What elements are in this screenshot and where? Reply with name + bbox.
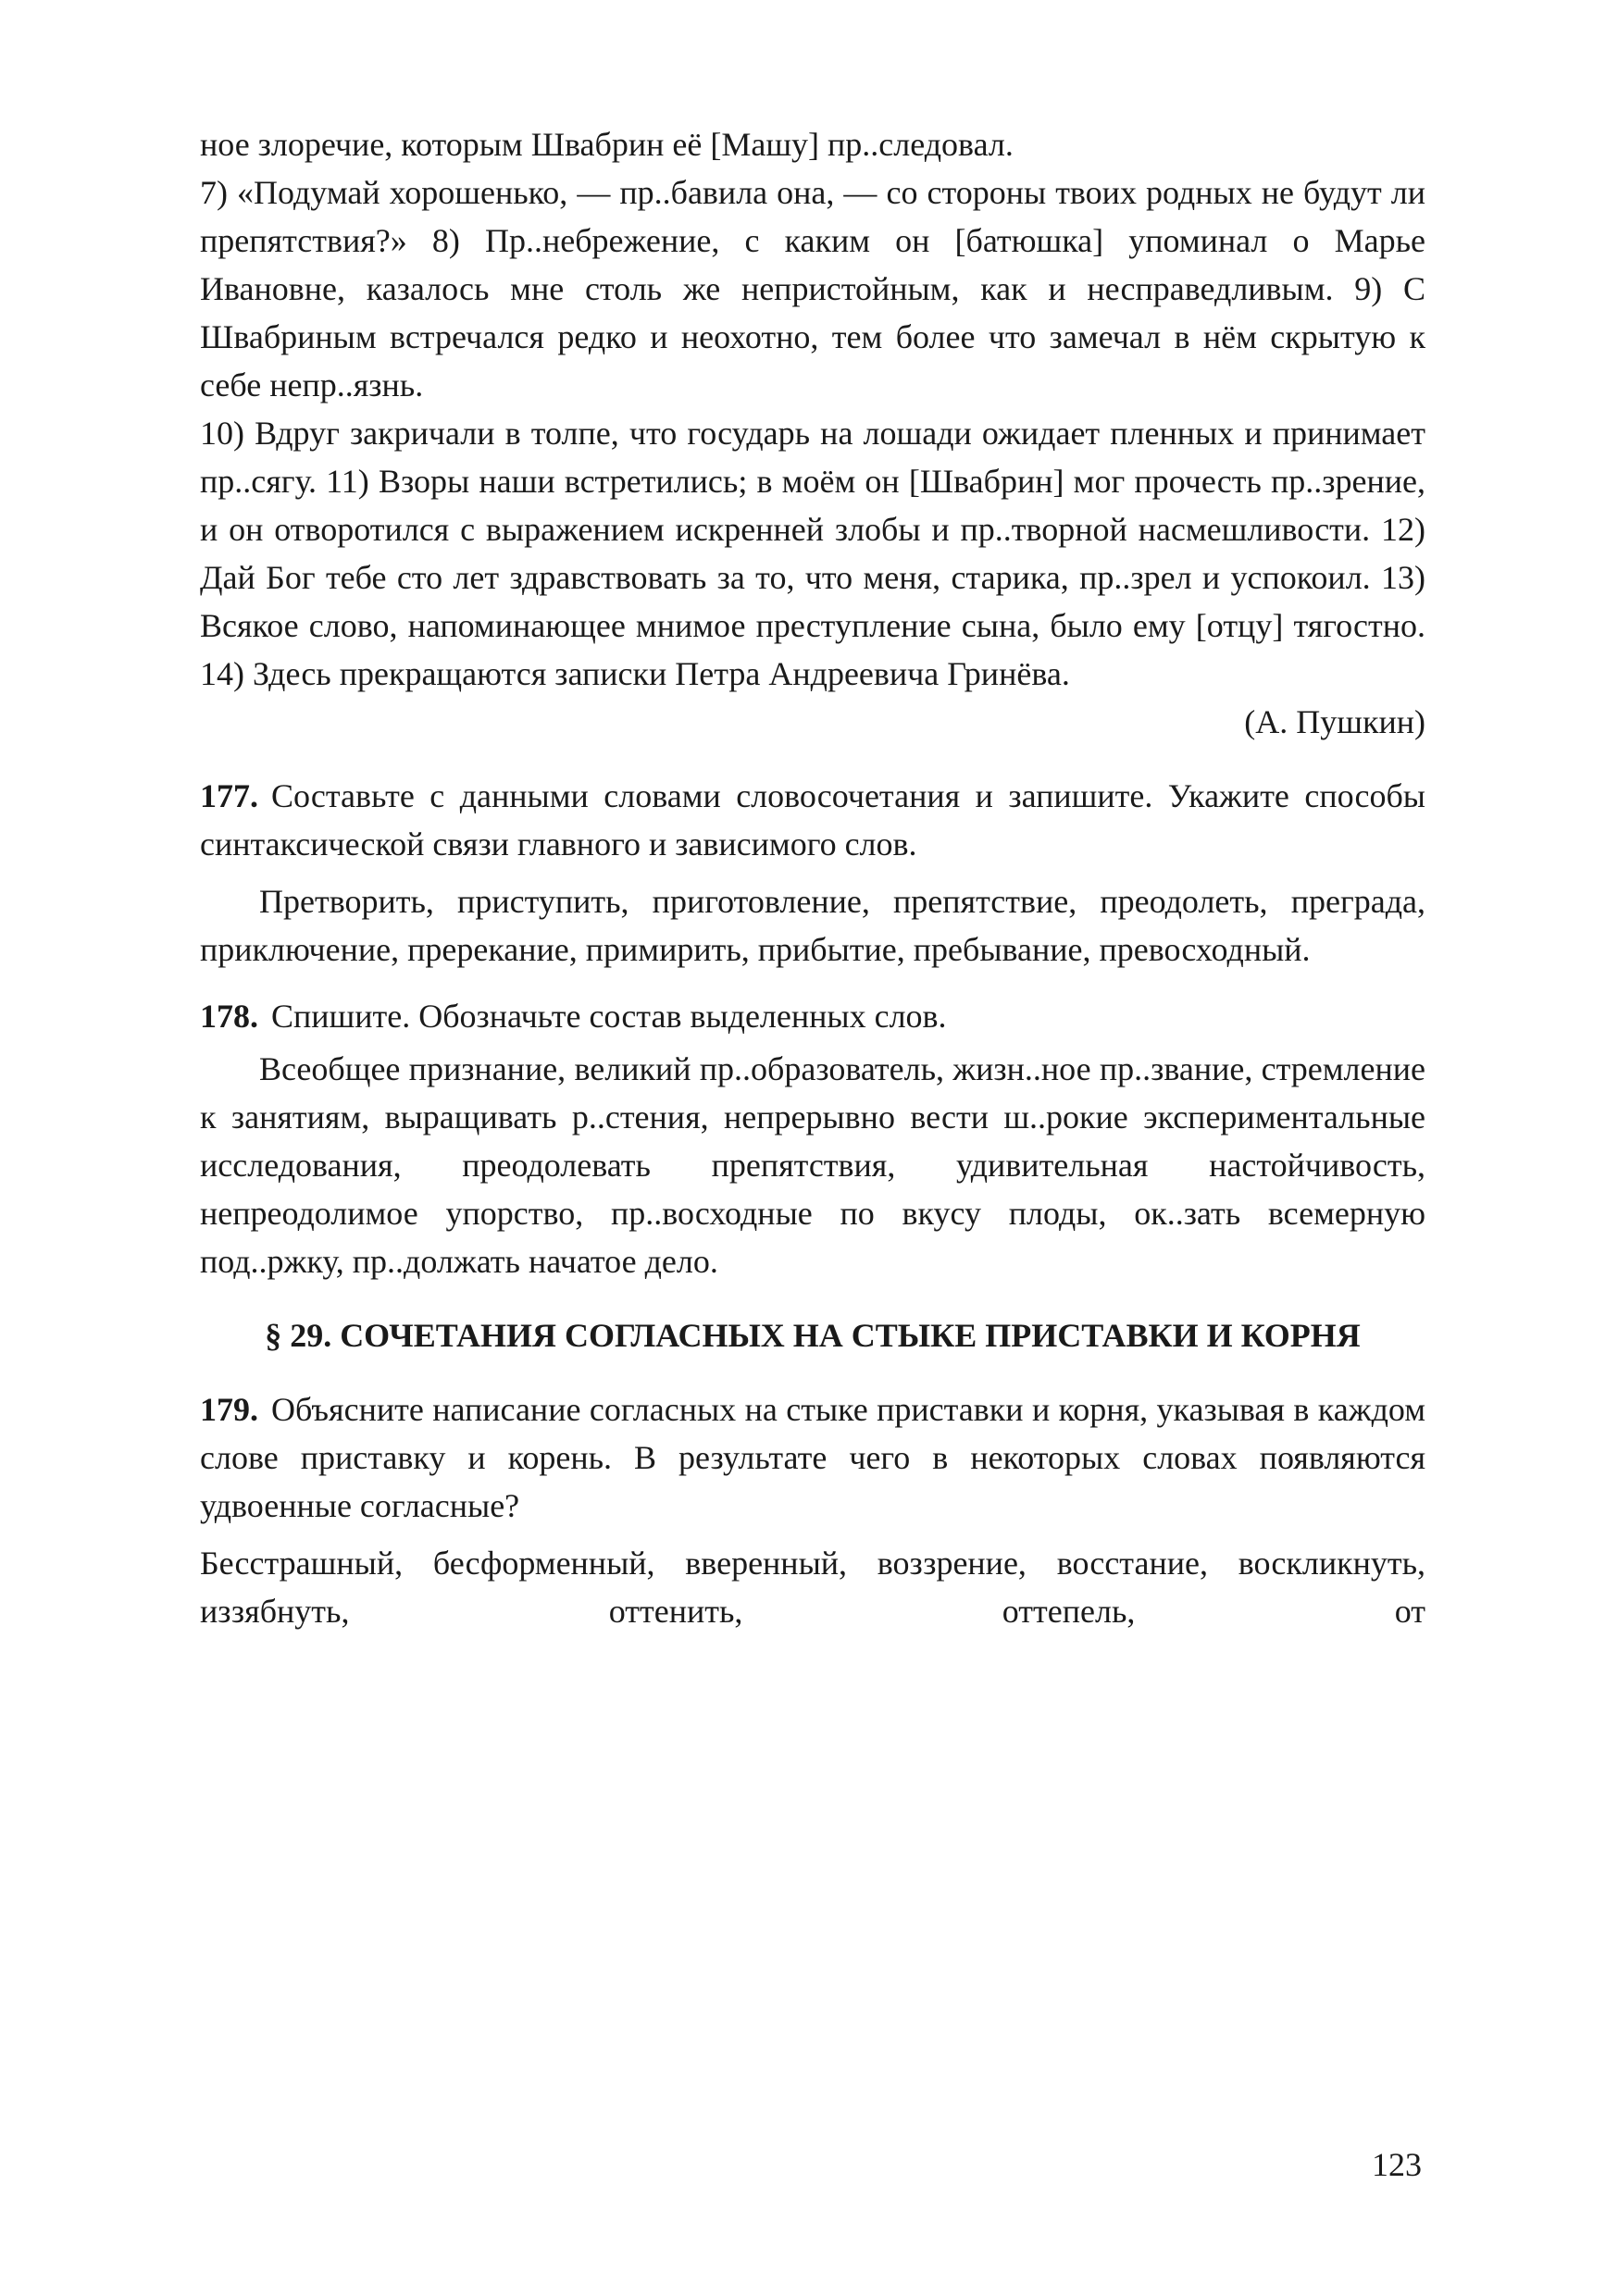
exercise-178-word-list: Всеобщее признание, великий пр..образователь, жизн..ное пр..звание, стремление к занятиям, выращивать р..стения, непрерывно вести ш..рокие экспериментальные исследования, преодолевать препятствия, удивительная настойчивость, непреодолимое упорство, пр..восходные по вкусу плоды, ок..зать всемерную под..ржку, пр..должать начатое дело. bbox=[200, 1050, 1425, 1280]
quote-continuation-line: ное злоречие, которым Швабрин её [Машу] пр..следовал. bbox=[200, 126, 1014, 163]
exercise-177-word-list: Претворить, приступить, приготовление, препятствие, преодолеть, преграда, приключение, пререкание, примирить, прибытие, пребывание, превосходный. bbox=[200, 883, 1425, 968]
exercise-179-instruction: Объясните написание согласных на стыке приставки и корня, указывая в каждом слове приставку и корень. В результате чего в некоторых словах появляются удвоенные согласные? bbox=[200, 1391, 1425, 1524]
section-heading: § 29. СОЧЕТАНИЯ СОГЛАСНЫХ НА СТЫКЕ ПРИСТАВКИ И КОРНЯ bbox=[265, 1317, 1361, 1354]
quote-sentences-7-9: 7) «Подумай хорошенько, — пр..бавила она, — со стороны твоих родных не будут ли препятствия?» 8) Пр..небрежение, с каким он [батюшка] упоминал о Марье Ивановне, казалось мне столь же непристойным, как и несправедливым. 9) С Швабриным встречался редко и неохотно, тем более что замечал в нём скрытую к себе непр..язнь. bbox=[200, 174, 1425, 403]
exercise-177-number: 177. bbox=[200, 777, 258, 814]
exercise-179-word-list: Бесстрашный, бесформенный, вверенный, воззрение, восстание, воскликнуть, иззябнуть, оттенить, оттепель, от bbox=[200, 1545, 1425, 1630]
exercise-179-number: 179. bbox=[200, 1391, 258, 1428]
page-number: 123 bbox=[1372, 2146, 1422, 2183]
page-content bbox=[200, 120, 1425, 1635]
quote-attribution: (А. Пушкин) bbox=[1244, 703, 1425, 740]
exercise-177-instruction: Составьте с данными словами словосочетания и запишите. Укажите способы синтаксической связи главного и зависимого слов. bbox=[200, 777, 1425, 863]
quote-sentences-10-14: 10) Вдруг закричали в толпе, что государь на лошади ожидает пленных и принимает пр..сягу. 11) Взоры наши встретились; в моём он [Швабрин] мог прочесть пр..зрение, и он отворотился с выражением искренней злобы и пр..творной насмешливости. 12) Дай Бог тебе сто лет здравствовать за то, что меня, старика, пр..зрел и успокоил. 13) Всякое слово, напоминающее мнимое преступление сына, было ему [отцу] тягостно. 14) Здесь прекращаются записки Петра Андреевича Гринёва. bbox=[200, 415, 1425, 692]
exercise-178-number: 178. bbox=[200, 998, 258, 1035]
exercise-177 bbox=[200, 772, 1425, 868]
exercise-178 bbox=[200, 992, 1425, 1040]
exercise-179 bbox=[200, 1385, 1425, 1530]
exercise-178-instruction: Спишите. Обозначьте состав выделенных слов. bbox=[271, 998, 947, 1035]
